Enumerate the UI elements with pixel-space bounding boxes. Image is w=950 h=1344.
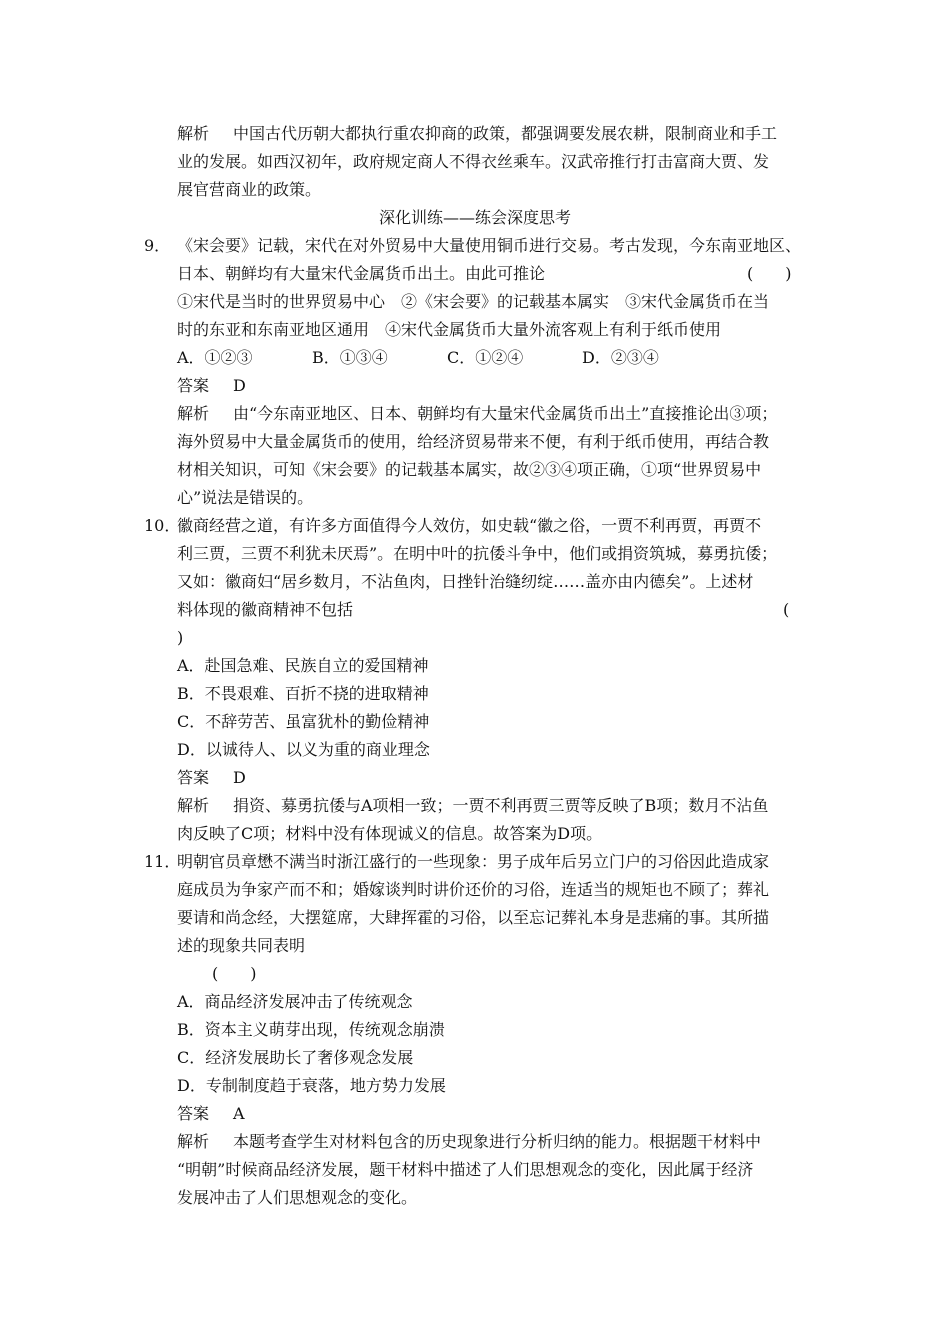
q10-option-a: A．赴国急难、民族自立的爱国精神 (177, 656, 429, 675)
prev-analysis-line-1: 解析 中国古代历朝大都执行重农抑商的政策，都强调要发展农耕，限制商业和手工 (177, 120, 950, 148)
q9-number: 9． (144, 236, 171, 255)
q9-analysis-line-2: 海外贸易中大量金属货币的使用，给经济贸易带来不便，有利于纸币使用，再结合教 (177, 432, 770, 451)
q9-statements-line-1: ①宋代是当时的世界贸易中心 ②《宋会要》的记载基本属实 ③宋代金属货币在当 (177, 292, 770, 311)
prev-analysis-line-3: 展官营商业的政策。 (177, 180, 322, 199)
q10-option-d: D．以诚待人、以义为重的商业理念 (177, 740, 430, 759)
q11-stem-line-1: 11．明朝官员章懋不满当时浙江盛行的一些现象：男子成年后另立门户的习俗因此造成家 (144, 848, 950, 876)
q10-paren-close: ) (177, 628, 184, 647)
q10-analysis-line-2: 肉反映了C项；材料中没有体现诚义的信息。故答案为D项。 (177, 824, 603, 843)
q10-stem-line-2: 利三贾，三贾不利犹未厌焉”。在明中叶的抗倭斗争中，他们或捐资筑城，募勇抗倭； (177, 544, 778, 563)
q11-analysis-line-3: 发展冲击了人们思想观念的变化。 (177, 1188, 418, 1207)
q11-answer-value: A (233, 1104, 245, 1123)
section-title: 深化训练——练会深度思考 (378, 208, 571, 227)
q10-number: 10． (144, 516, 181, 535)
q9-answer-value: D (233, 376, 246, 395)
q9-option-d: D．②③④ (582, 348, 659, 367)
q9-analysis-line-4: 心”说法是错误的。 (177, 488, 314, 507)
q11-number: 11． (144, 852, 181, 871)
q11-option-d: D．专制制度趋于衰落，地方势力发展 (177, 1076, 446, 1095)
q11-option-b: B．资本主义萌芽出现，传统观念崩溃 (177, 1020, 445, 1039)
q9-option-b: B．①③④ (312, 348, 388, 367)
q9-stem-line-2: 日本、朝鲜均有大量宋代金属货币出土。由此可推论 ( ) (177, 260, 950, 288)
analysis-label: 解析 (177, 796, 210, 815)
q9-analysis-line-3: 材相关知识，可知《宋会要》的记载基本属实，故②③④项正确，①项“世界贸易中 (177, 460, 762, 479)
q9-option-c: C．①②④ (447, 348, 524, 367)
q9-statements-line-2: 时的东亚和东南亚地区通用 ④宋代金属货币大量外流客观上有利于纸币使用 (177, 320, 722, 339)
q10-answer (177, 764, 950, 792)
q11-answer-paren: ( ) (212, 964, 257, 983)
q11-analysis-line-2: “明朝”时候商品经济发展，题干材料中描述了人们思想观念的变化，因此属于经济 (177, 1160, 754, 1179)
answer-label: 答案 (177, 376, 210, 395)
q10-stem-line-1: 10．徽商经营之道，有许多方面值得今人效仿，如史载“徽之俗，一贾不利再贾，再贾不 (144, 512, 950, 540)
q10-answer-value: D (233, 768, 246, 787)
q10-option-b: B．不畏艰难、百折不挠的进取精神 (177, 684, 429, 703)
q11-option-c: C．经济发展助长了奢侈观念发展 (177, 1048, 414, 1067)
q9-options (177, 344, 950, 372)
q9-answer (177, 372, 950, 400)
analysis-label: 解析 (177, 1132, 210, 1151)
answer-label: 答案 (177, 768, 210, 787)
q9-stem-line-1: 9． 《宋会要》记载，宋代在对外贸易中大量使用铜币进行交易。考古发现，今东南亚地区、 (144, 232, 950, 260)
q11-answer (177, 1100, 950, 1128)
q11-analysis-line-1: 解析 本题考查学生对材料包含的历史现象进行分析归纳的能力。根据题干材料中 (177, 1128, 950, 1156)
q10-stem-line-3: 又如：徽商妇“居乡数月，不沾鱼肉，日挫针治缝纫绽……盖亦由内德矣”。上述材 (177, 572, 754, 591)
q11-stem-line-4: 述的现象共同表明 (177, 936, 306, 955)
q11-option-a: A．商品经济发展冲击了传统观念 (177, 992, 413, 1011)
q9-answer-paren: ( ) (747, 264, 792, 283)
q10-option-c: C．不辞劳苦、虽富犹朴的勤俭精神 (177, 712, 430, 731)
q10-paren-open: ( (783, 600, 790, 619)
analysis-label: 解析 (177, 404, 210, 423)
q11-stem-line-2: 庭成员为争家产而不和；婚嫁谈判时讲价还价的习俗，连适当的规矩也不顾了；葬礼 (177, 880, 770, 899)
answer-label: 答案 (177, 1104, 210, 1123)
q10-stem-line-4: 料体现的徽商精神不包括 ( (177, 596, 950, 624)
q10-analysis-line-1: 解析 捐资、募勇抗倭与A项相一致；一贾不利再贾三贾等反映了B项；数月不沾鱼 (177, 792, 950, 820)
prev-analysis-line-2: 业的发展。如西汉初年，政府规定商人不得衣丝乘车。汉武帝推行打击富商大贾、发 (177, 152, 770, 171)
analysis-label: 解析 (177, 124, 210, 143)
q9-analysis-line-1: 解析 由“今东南亚地区、日本、朝鲜均有大量宋代金属货币出土”直接推论出③项； (177, 400, 950, 428)
q9-option-a: A．①②③ (177, 348, 253, 367)
q11-stem-line-3: 要请和尚念经，大摆筵席，大肆挥霍的习俗，以至忘记葬礼本身是悲痛的事。其所描 (177, 908, 770, 927)
